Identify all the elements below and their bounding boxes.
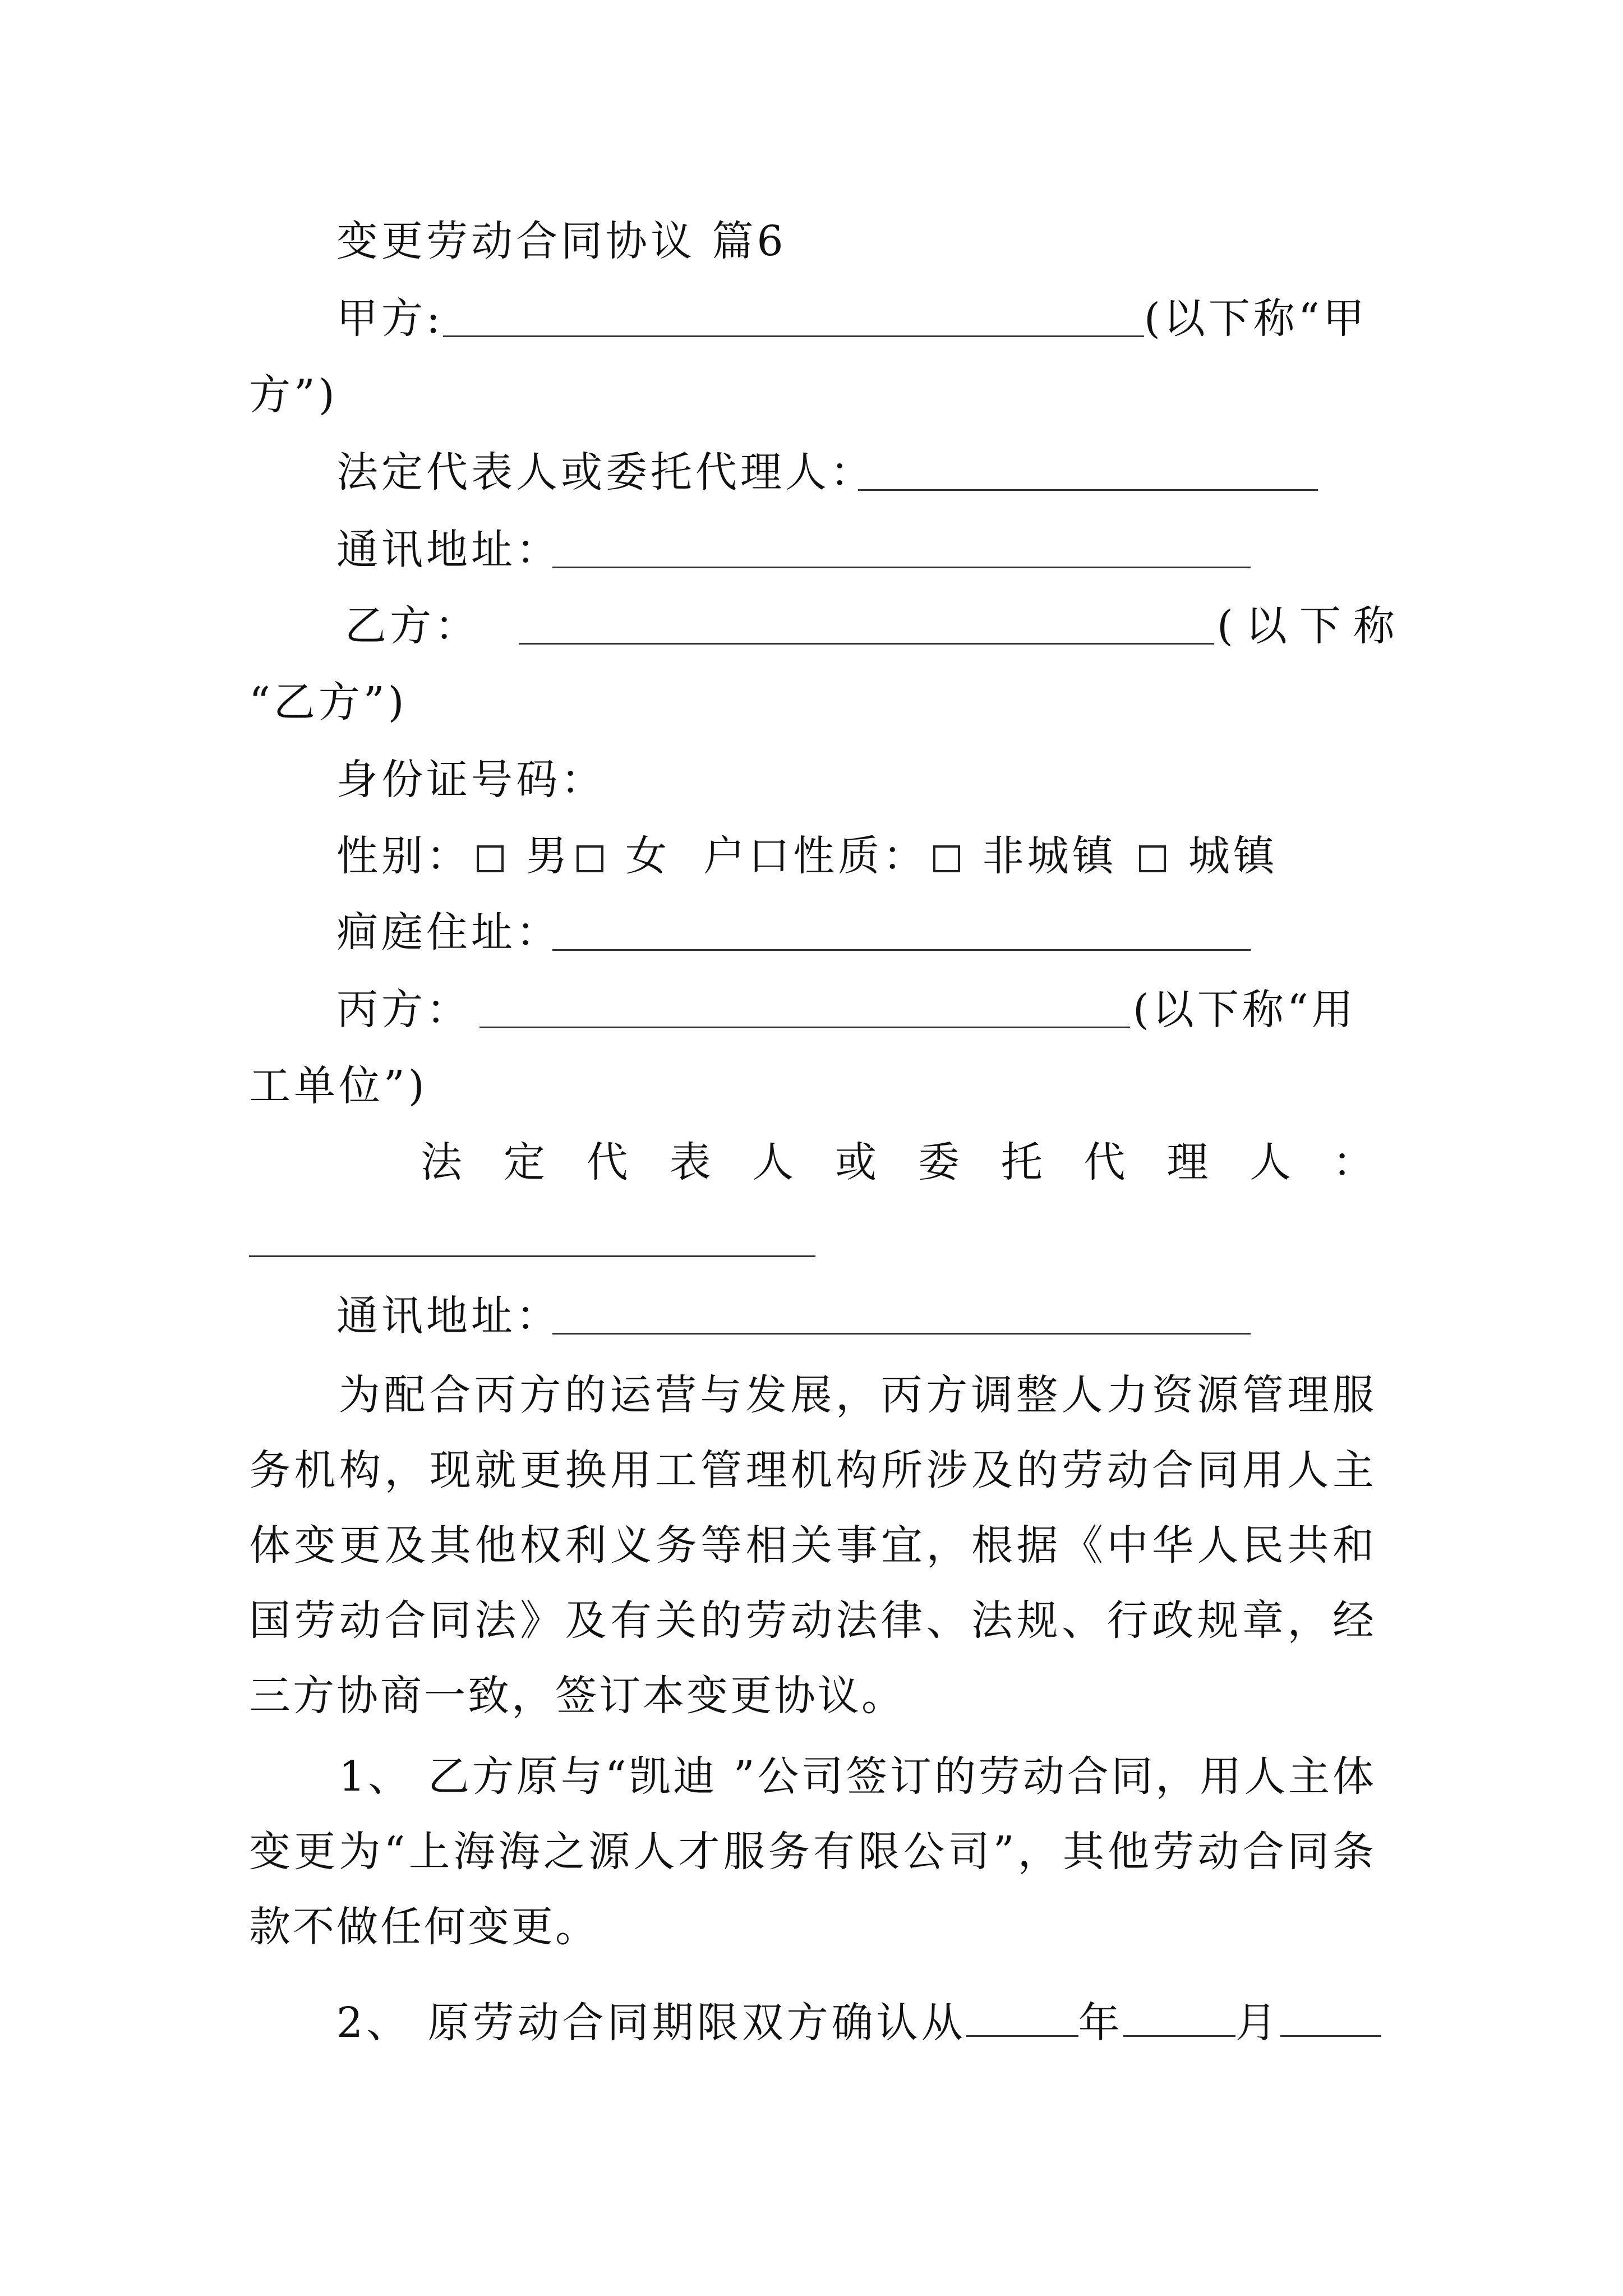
spread-char: ： (1332, 1138, 1374, 1186)
spread-char: 人 (752, 1138, 794, 1186)
party-c-blank (479, 1027, 1130, 1028)
home-address-blank (552, 949, 1251, 951)
non-urban-label: 非城镇 (982, 832, 1117, 880)
female-label: 女 (625, 832, 671, 880)
spread-char: 表 (669, 1138, 711, 1186)
party-c-label: 丙方： (336, 986, 471, 1034)
clause-2-text: 2、 原劳动合同期限双方确认从 (336, 1999, 966, 2047)
legal-rep-spread-line (421, 1134, 1374, 1190)
spread-char: 委 (917, 1138, 960, 1186)
party-c-suffix-cont: 工单位”) (249, 1062, 428, 1110)
gender-label: 性别： (336, 832, 471, 880)
female-checkbox[interactable] (577, 845, 603, 872)
address-blank (552, 567, 1251, 568)
urban-label: 城镇 (1188, 832, 1278, 880)
male-label: 男 (525, 832, 571, 880)
legal-rep-c-blank (249, 1255, 815, 1257)
gender-hukou-row (336, 828, 1278, 884)
month-label: 月 (1235, 1999, 1280, 2047)
party-b-suffix-cont: “乙方”) (249, 678, 408, 726)
id-number-label: 身份证号码： (336, 756, 606, 804)
non-urban-checkbox[interactable] (933, 845, 960, 872)
legal-rep-blank (858, 489, 1318, 491)
address-label: 通讯地址： (336, 526, 561, 574)
party-b-label: 乙方： (345, 602, 479, 650)
spread-char: 托 (1000, 1138, 1043, 1186)
party-a-suffix: (以下称“甲 (1144, 295, 1368, 343)
hukou-label: 户口性质： (703, 832, 928, 880)
male-checkbox[interactable] (477, 845, 504, 872)
spread-char: 人 (1249, 1138, 1292, 1186)
intro-paragraph: 为配合丙方的运营与发展，丙方调整人力资源管理服务机构，现就更换用工管理机构所涉及的劳动合同用人主体变更及其他权利义务等相关事宜，根据《中华人民共和国劳动合同法》及有关的劳动法律、法规、行政规章，经三方协商一致，签订本变更协议。 (249, 1371, 1376, 1720)
day-blank (1280, 2001, 1381, 2037)
party-a-blank (443, 335, 1144, 337)
party-c-suffix: (以下称“用 (1133, 986, 1357, 1034)
party-a-suffix-cont: 方”) (249, 371, 338, 419)
spread-char: 理 (1166, 1138, 1209, 1186)
urban-checkbox[interactable] (1139, 845, 1166, 872)
spread-char: 法 (421, 1138, 462, 1186)
spread-char: 或 (835, 1138, 877, 1186)
party-b-blank (519, 643, 1214, 645)
spread-char: 代 (586, 1138, 628, 1186)
home-address-label: 痐庭住址： (336, 908, 561, 956)
clause-1: 1、 乙方原与“凯迪 ”公司签订的劳动合同，用人主体变更为“上海海之源人才服务有限公司”，其他劳动合同条款不做任何变更。 (249, 1752, 1376, 1951)
year-blank (966, 2001, 1078, 2037)
clause-2-row (336, 1995, 1381, 2051)
address-label-c: 通讯地址： (336, 1292, 561, 1340)
year-label: 年 (1078, 1999, 1123, 2047)
spread-char: 定 (503, 1138, 545, 1186)
party-b-suffix: (以下称 (1217, 602, 1407, 650)
document-title: 变更劳动合同协议 篇6 (336, 217, 787, 265)
party-a-label: 甲方: (336, 295, 444, 343)
legal-rep-label: 法定代表人或委托代理人： (336, 448, 875, 496)
month-blank (1123, 2001, 1235, 2037)
address-c-blank (552, 1333, 1251, 1335)
spread-char: 代 (1083, 1138, 1126, 1186)
